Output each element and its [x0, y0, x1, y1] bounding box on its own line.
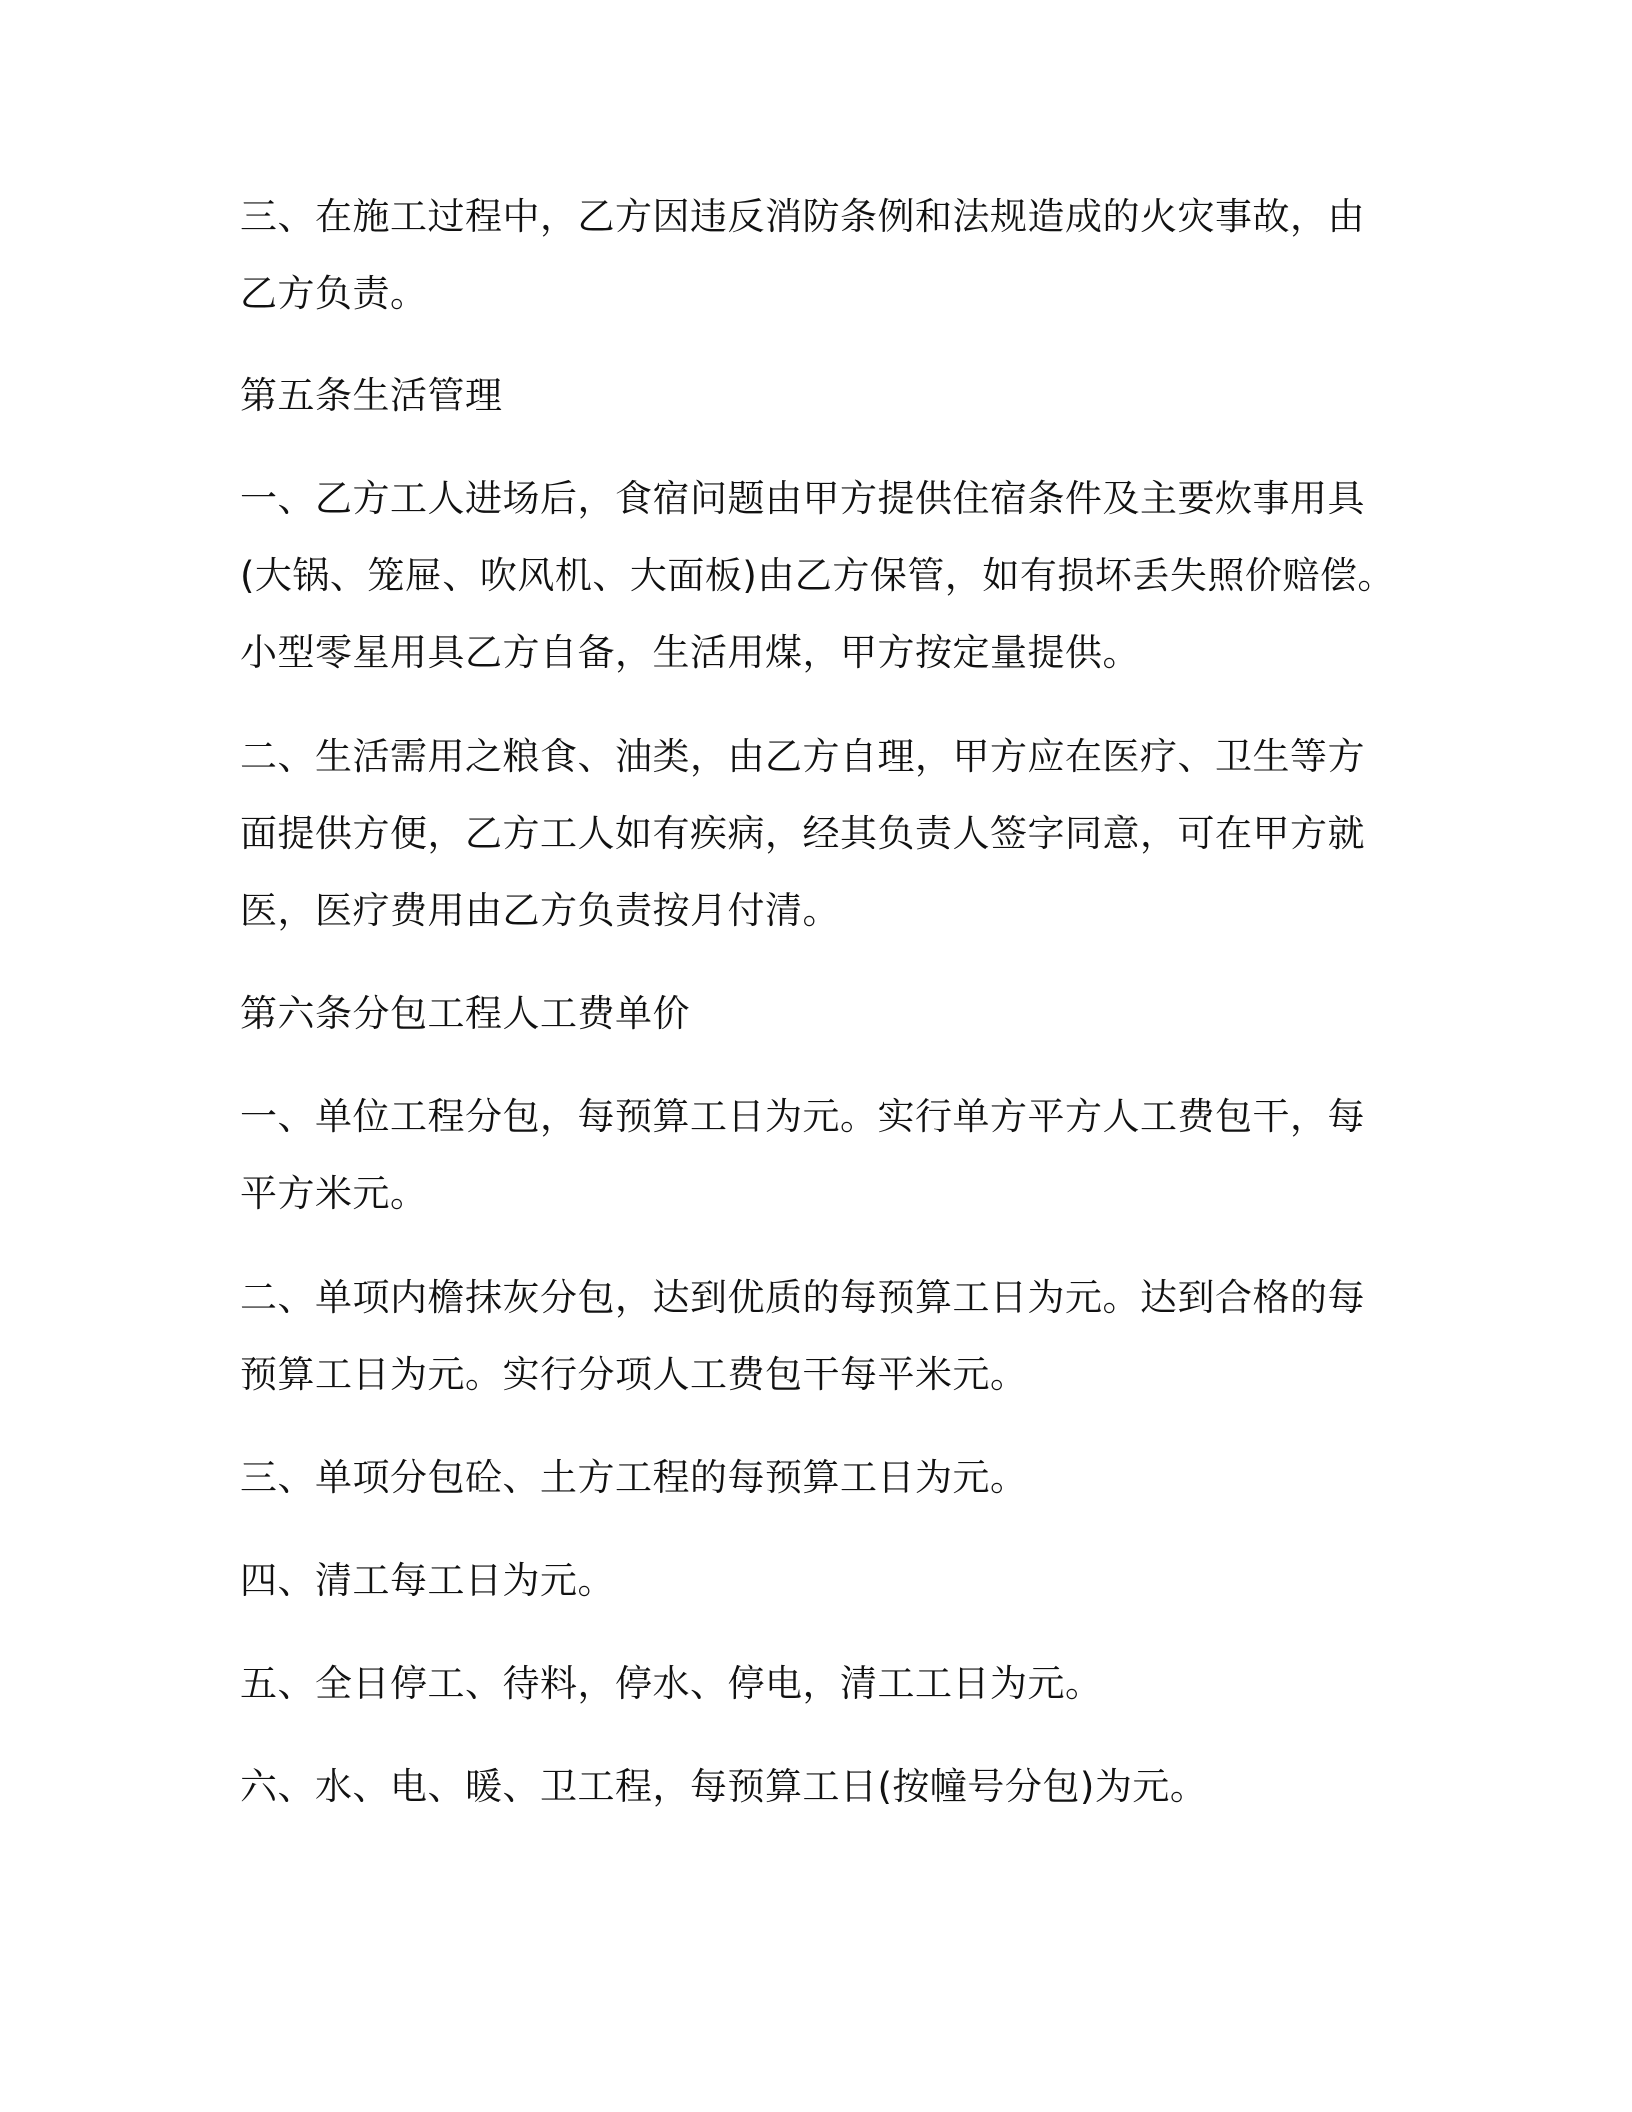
- section-heading: 第五条生活管理: [240, 374, 503, 417]
- text-line: 医，医疗费用由乙方负责按月付清。: [240, 889, 840, 932]
- text-line: 四、清工每工日为元。: [240, 1559, 615, 1602]
- text-line: 五、全日停工、待料，停水、停电，清工工日为元。: [240, 1662, 1103, 1705]
- text-line: 三、在施工过程中，乙方因违反消防条例和法规造成的火灾事故，由: [240, 195, 1365, 238]
- paragraph-living-2: [240, 718, 1400, 949]
- text-line: 三、单项分包砼、土方工程的每预算工日为元。: [240, 1456, 1028, 1499]
- text-line: 平方米元。: [240, 1172, 428, 1215]
- paragraph-price-5: [240, 1645, 1400, 1722]
- text-line: 预算工日为元。实行分项人工费包干每平米元。: [240, 1353, 1028, 1396]
- heading-article-5: [240, 357, 1400, 434]
- text-line: 乙方负责。: [240, 272, 428, 315]
- paragraph-price-2: [240, 1259, 1400, 1413]
- section-heading: 第六条分包工程人工费单价: [240, 992, 690, 1035]
- paragraph-price-6: [240, 1748, 1400, 1825]
- text-line: (大锅、笼屉、吹风机、大面板)由乙方保管，如有损坏丢失照价赔偿。: [240, 554, 1395, 597]
- paragraph-price-1: [240, 1078, 1400, 1232]
- text-line: 六、水、电、暖、卫工程，每预算工日(按幢号分包)为元。: [240, 1765, 1208, 1808]
- paragraph-price-3: [240, 1439, 1400, 1516]
- paragraph-price-4: [240, 1542, 1400, 1619]
- text-line: 小型零星用具乙方自备，生活用煤，甲方按定量提供。: [240, 631, 1140, 674]
- heading-article-6: [240, 975, 1400, 1052]
- text-line: 二、单项内檐抹灰分包，达到优质的每预算工日为元。达到合格的每: [240, 1276, 1365, 1319]
- paragraph-fire-safety: [240, 178, 1400, 332]
- text-line: 面提供方便，乙方工人如有疾病，经其负责人签字同意，可在甲方就: [240, 812, 1365, 855]
- paragraph-living-1: [240, 460, 1400, 691]
- text-line: 一、单位工程分包，每预算工日为元。实行单方平方人工费包干，每: [240, 1095, 1365, 1138]
- text-line: 二、生活需用之粮食、油类，由乙方自理，甲方应在医疗、卫生等方: [240, 735, 1365, 778]
- text-line: 一、乙方工人进场后，食宿问题由甲方提供住宿条件及主要炊事用具: [240, 477, 1365, 520]
